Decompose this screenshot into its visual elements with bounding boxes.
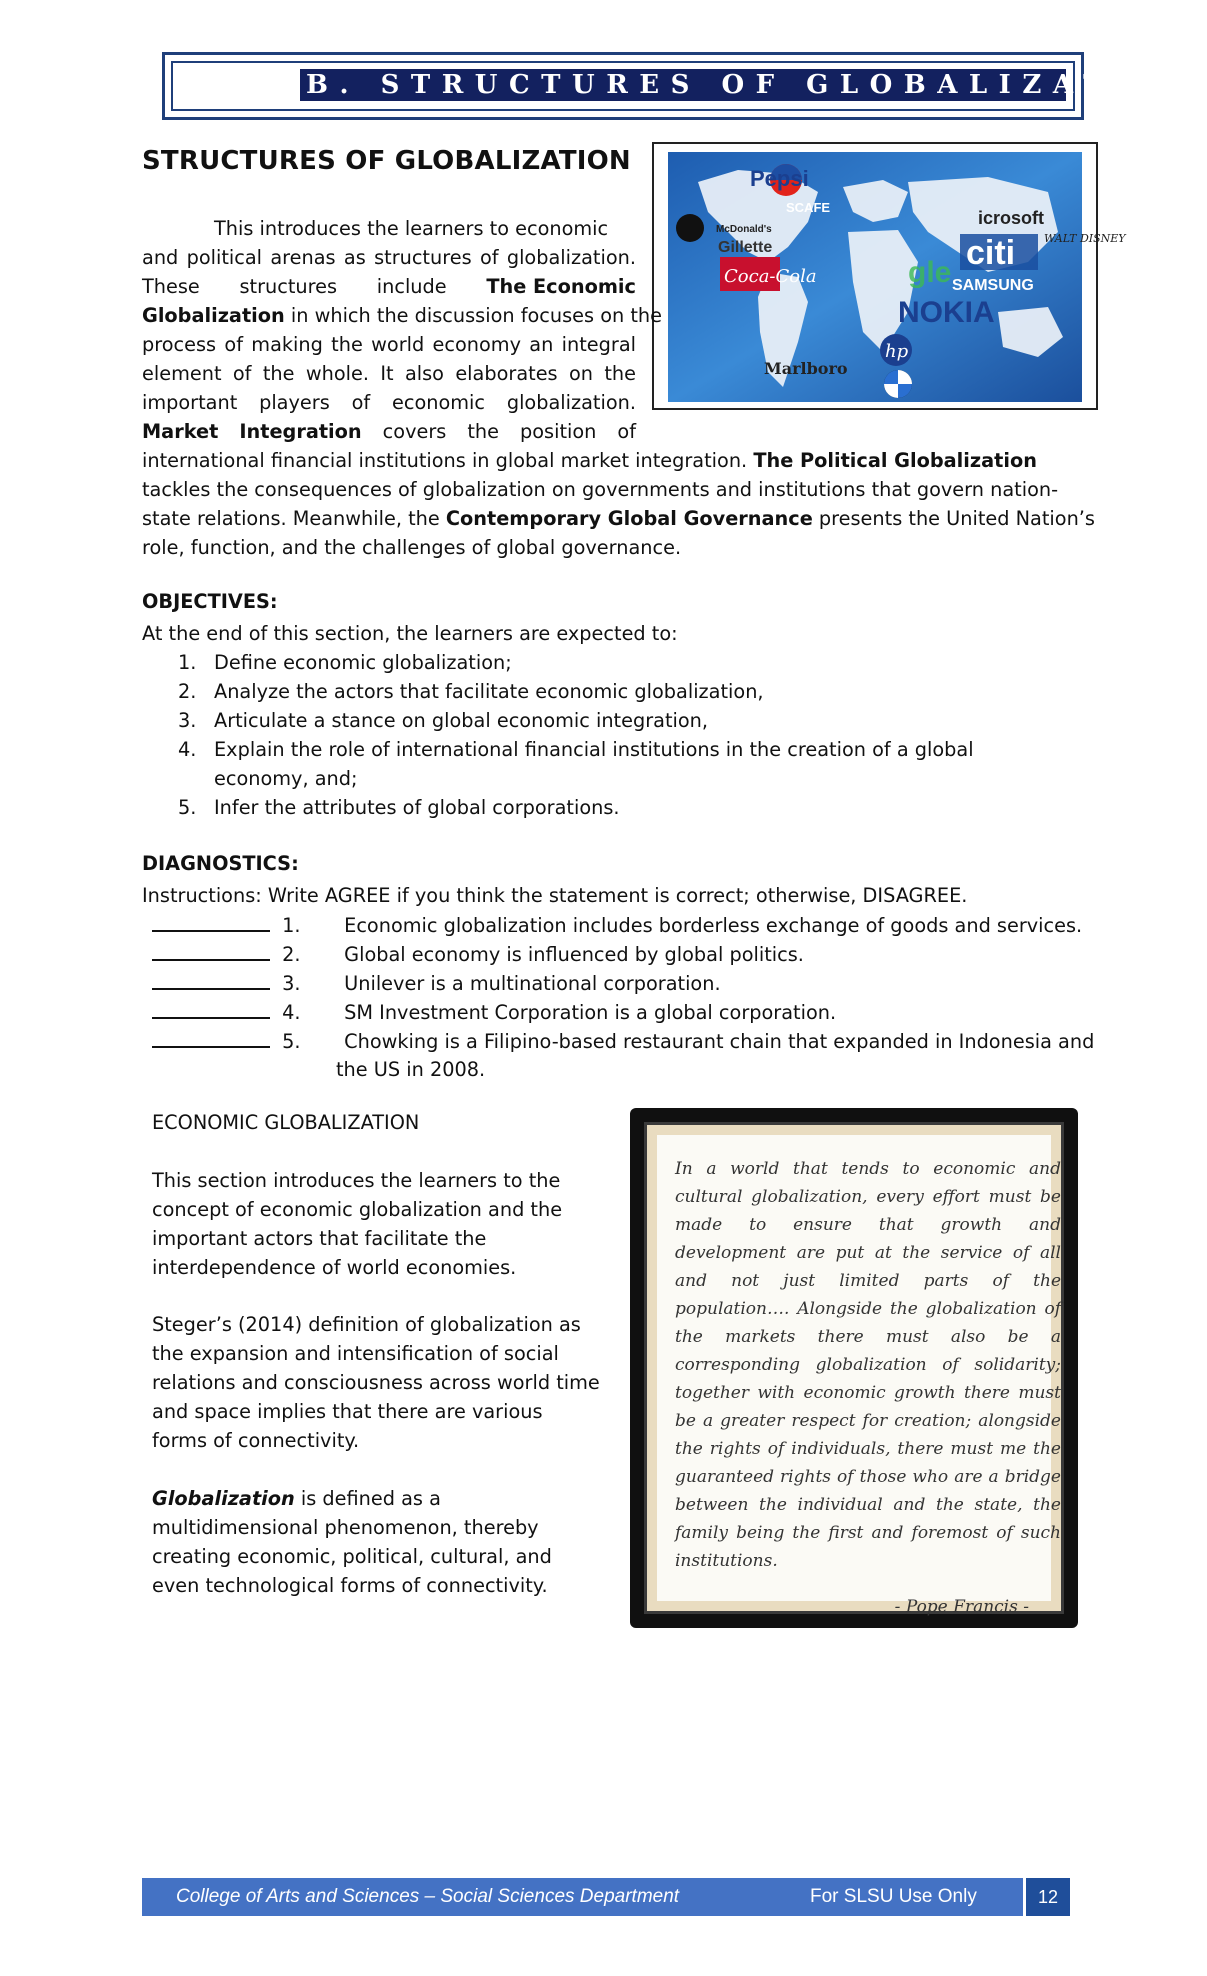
intro-line: Market Integration covers the position of [142,420,636,443]
economic-globalization-para1: This section introduces the learners to the concept of economic globalization and the important actors that facilitate the interdependence of world economies. [152,1169,563,1279]
diagnostic-item: 3. Unilever is a multinational corporation. [152,968,721,998]
intro-line: important players of economic globalization. [142,391,636,414]
quote-author: - Pope Francis - [894,1597,1029,1617]
objective-item: 4. Explain the role of international financial institutions in the creation of a global [178,738,974,761]
world-brands-map-image [652,142,1126,410]
page-number: 12 [1026,1878,1070,1916]
answer-blank[interactable] [152,997,270,1019]
svg-text:Coca-Cola: Coca-Cola [724,266,817,287]
objective-item: 3. Articulate a stance on global economic integration, [178,709,709,732]
diagnostic-item: 2. Global economy is influenced by global politics. [152,939,804,969]
economic-globalization-para2: Steger’s (2014) definition of globalization as the expansion and intensification of social relations and consciousness across world time and space implies that there are various forms of connectivity. [152,1313,600,1452]
svg-text:SCAFE: SCAFE [786,200,831,215]
intro-paragraph-wide [142,446,1095,562]
objective-item: 2. Analyze the actors that facilitate economic globalization, [178,680,764,703]
quote-paper [644,1122,1064,1617]
svg-text:NOKIA: NOKIA [898,296,995,329]
svg-text:McDonald's: McDonald's [716,224,772,235]
svg-text:WALT DISNEY: WALT DISNEY [1044,232,1126,245]
intro-line: element of the whole. It also elaborates on the [142,362,636,385]
intro-line: These structures include The Economic [142,275,636,298]
intro-line: and political arenas as structures of globalization. [142,246,636,269]
svg-text:hp: hp [885,341,909,362]
objective-item: 1. Define economic globalization; [178,651,512,674]
page-footer [142,1878,1070,1916]
economic-globalization-heading: ECONOMIC GLOBALIZATION [152,1111,420,1134]
intro-line: This introduces the learners to economic [214,217,609,240]
page-title: STRUCTURES OF GLOBALIZATION [142,146,631,176]
world-map-illustration [668,152,1126,402]
intro-line: state relations. Meanwhile, the Contemporary Global Governance presents the United Nation’s [142,507,1095,530]
footer-usage-note: For SLSU Use Only [810,1886,977,1907]
diagnostic-item: 5. Chowking is a Filipino-based restaurant chain that expanded in Indonesia and [152,1026,1094,1056]
svg-text:icrosoft: icrosoft [978,208,1045,228]
diagnostic-item-continuation: the US in 2008. [336,1058,486,1081]
section-banner-title: B. STRUCTURES OF GLOBALIZATION [300,69,1066,101]
objective-item-continuation: economy, and; [214,767,358,790]
economic-globalization-para3: Globalization is defined as a multidimensional phenomenon, thereby creating economic, political, cultural, and even technological forms of connectivity. [152,1487,552,1597]
svg-text:Marlboro: Marlboro [764,359,848,378]
diagnostics-heading: DIAGNOSTICS: [142,852,299,875]
objectives-list [142,648,1042,822]
diagnostic-item: 1. Economic globalization includes borderless exchange of goods and services. [152,910,1082,940]
svg-text:Gillette: Gillette [718,239,773,256]
answer-blank[interactable] [152,968,270,990]
objectives-heading: OBJECTIVES: [142,590,278,613]
intro-line: role, function, and the challenges of global governance. [142,536,682,559]
objectives-lead: At the end of this section, the learners are expected to: [142,622,678,645]
diagnostics-instructions: Instructions: Write AGREE if you think the statement is correct; otherwise, DISAGREE. [142,884,968,907]
answer-blank[interactable] [152,939,270,961]
answer-blank[interactable] [152,910,270,932]
intro-line: Globalization in which the discussion focuses on the [142,304,662,327]
pepsi-logo-text: Pepsi [750,166,809,191]
intro-line: international financial institutions in global market integration. The Political Globalization [142,449,1037,472]
svg-text:SAMSUNG: SAMSUNG [952,277,1034,294]
quote-text: In a world that tends to economic and cultural globalization, every effort must be made to ensure that growth and development are put at the service of all and not just limited parts of the population…. Alongside the globalization of the markets there must also be a corresponding globalization of solidarity; together with economic growth there must be a greater respect for creation; alongside the rights of individuals, there must me the guaranteed rights of those who are a bridge between the individual and the state, the family being the first and foremost of such institutions. [675,1159,1061,1571]
objective-item: 5. Infer the attributes of global corporations. [178,796,620,819]
intro-line: process of making the world economy an integral [142,333,636,356]
footer-department: College of Arts and Sciences – Social Sciences Department [176,1886,680,1907]
svg-text:gle: gle [908,256,952,289]
answer-blank[interactable] [152,1026,270,1048]
pope-francis-quote-box [630,1108,1078,1628]
quote-inner [657,1135,1061,1617]
diagnostic-item: 4. SM Investment Corporation is a global corporation. [152,997,836,1027]
intro-line: tackles the consequences of globalization on governments and institutions that govern nation- [142,478,1059,501]
intro-paragraph-narrow [142,214,662,446]
svg-text:citi: citi [966,234,1016,272]
